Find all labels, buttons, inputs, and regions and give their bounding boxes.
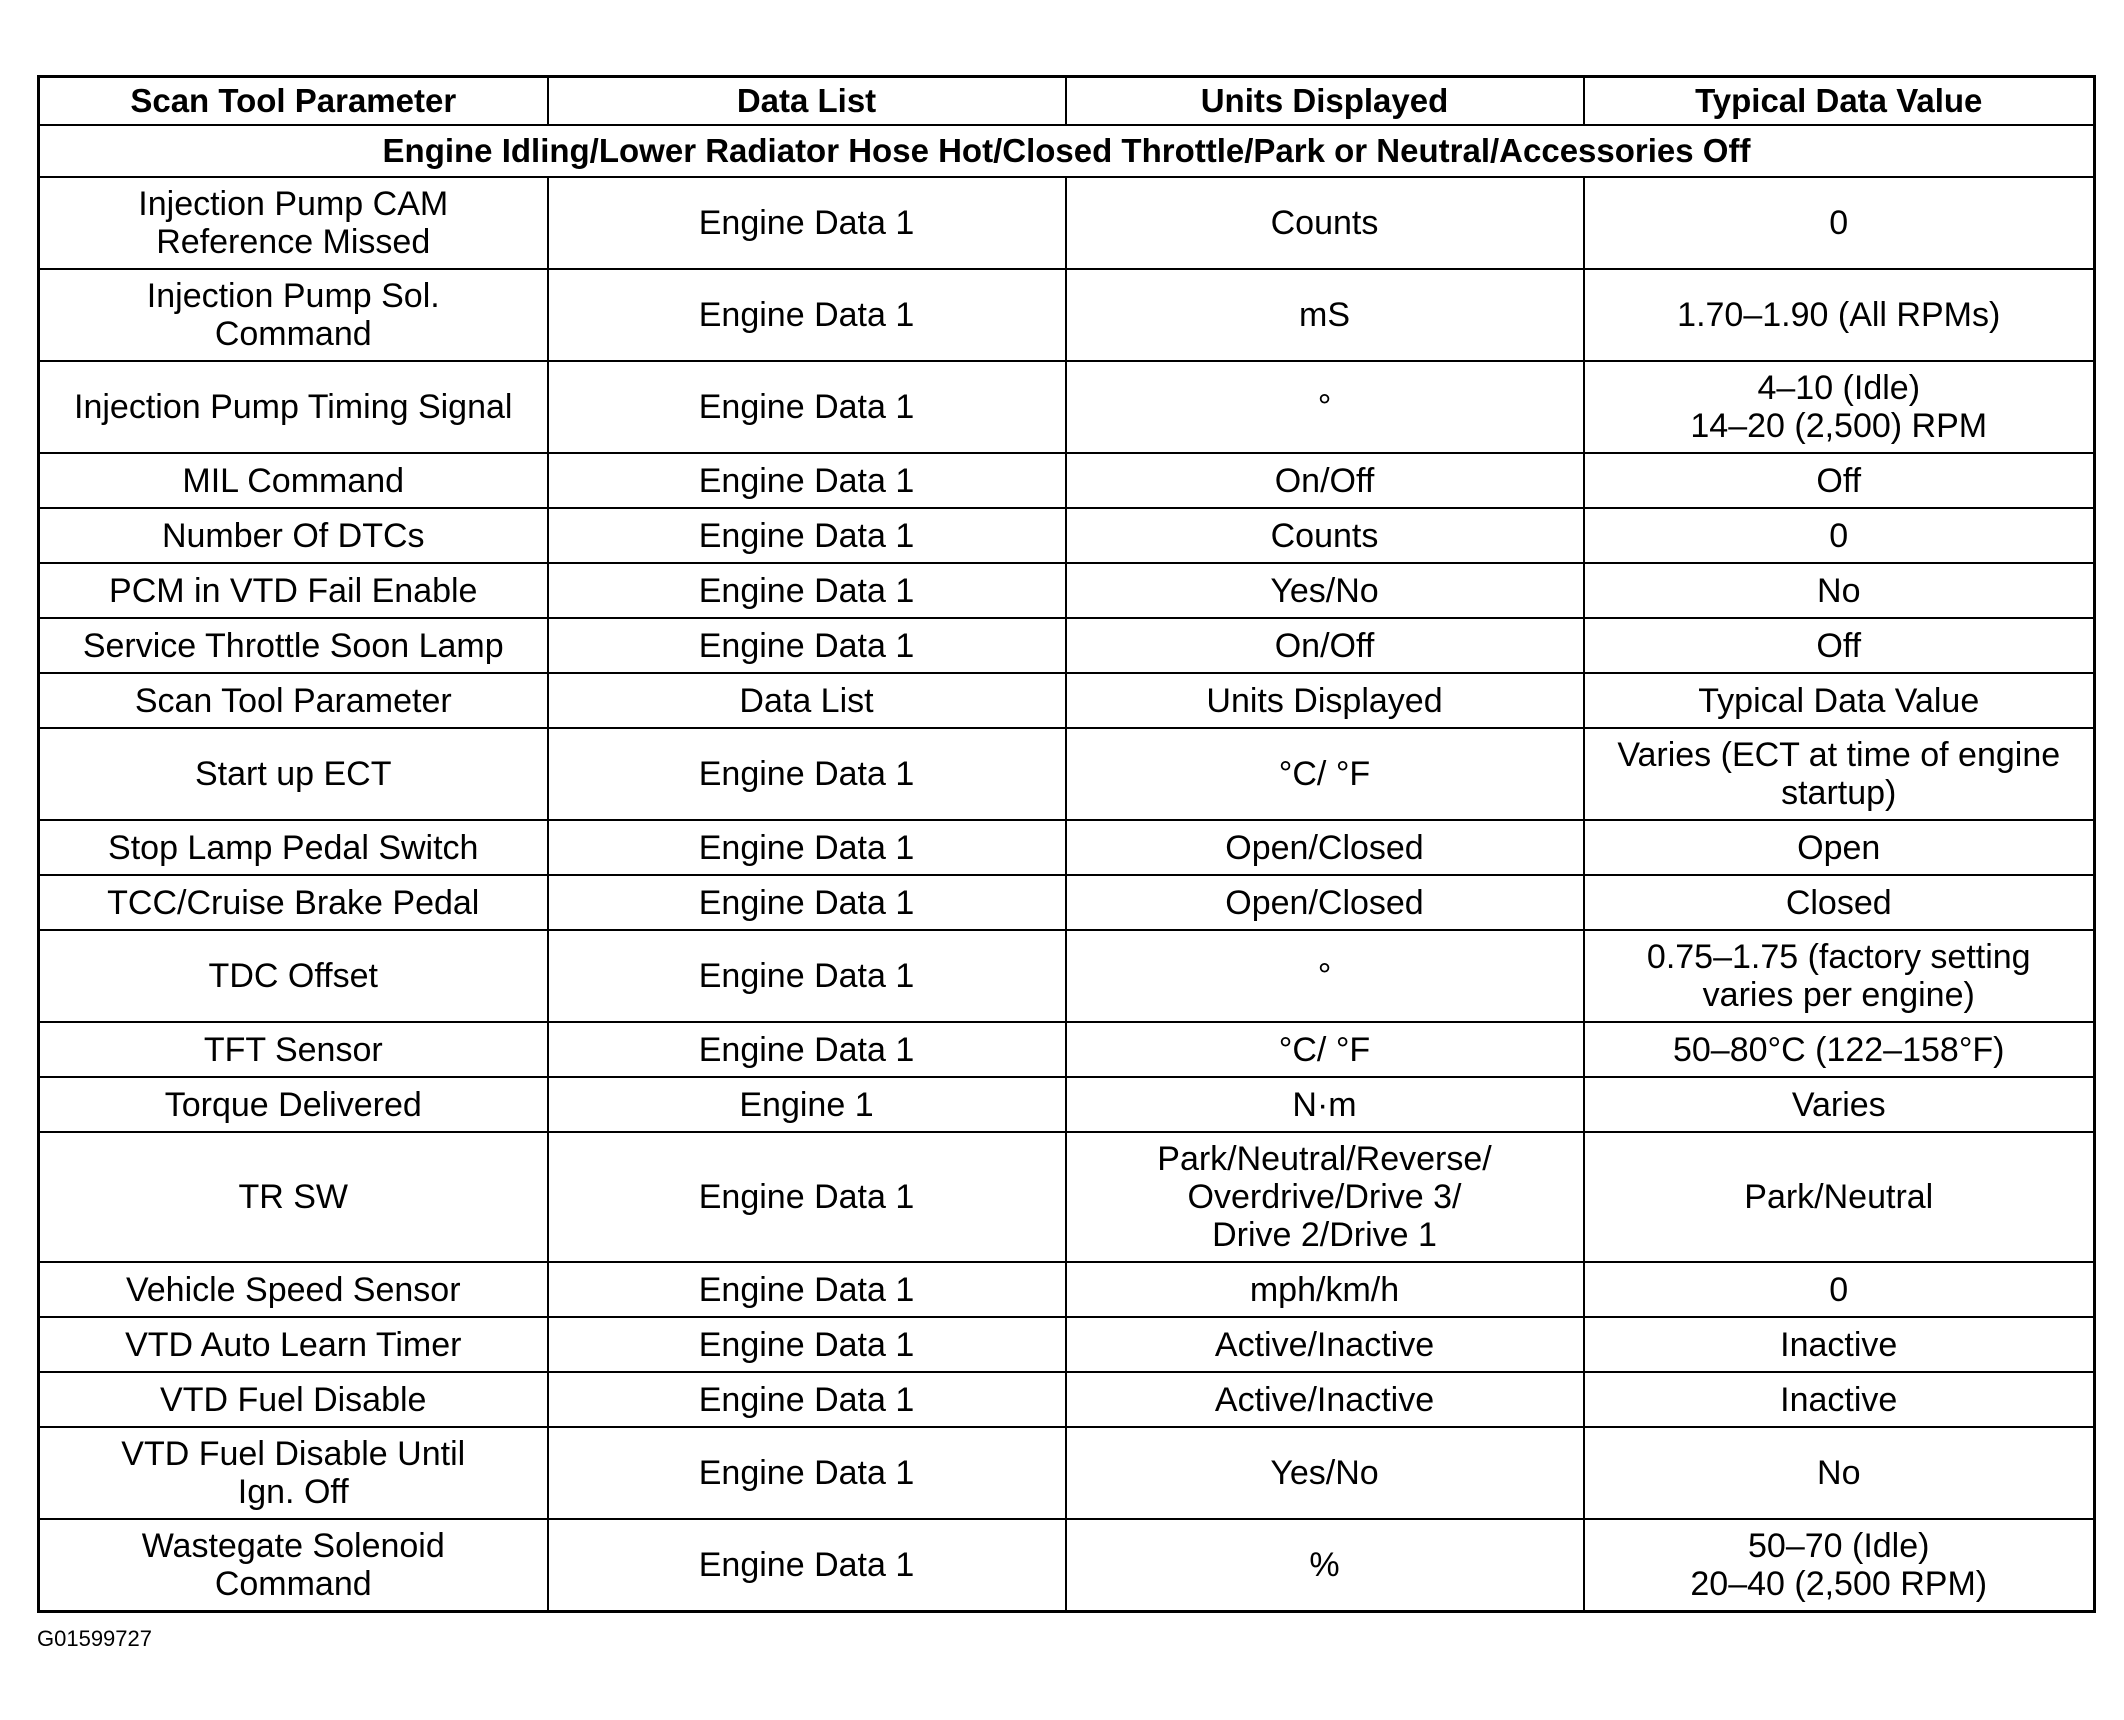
cell-data-list: [548, 269, 1066, 361]
cell-units-text: Park/Neutral/Reverse/ Overdrive/Drive 3/ Drive 2/Drive 1: [1157, 1140, 1492, 1254]
cell-units: [1066, 563, 1584, 618]
cell-units-text: Counts: [1270, 516, 1379, 555]
cell-typical-value-text: 0.75–1.75 (factory setting varies per engine): [1646, 938, 2031, 1014]
table-row: [39, 820, 2095, 875]
cell-parameter: [39, 1022, 548, 1077]
cell-data-list: [548, 508, 1066, 563]
cell-parameter: [39, 728, 548, 820]
scan-data-table-wrapper: [37, 75, 2093, 1613]
cell-parameter: [39, 508, 548, 563]
table-row: [39, 1427, 2095, 1519]
cell-units-text: N·m: [1292, 1085, 1357, 1124]
cell-typical-value: [1584, 1372, 2095, 1427]
cell-data-list-text: Engine Data 1: [698, 957, 915, 995]
cell-parameter-text: TCC/Cruise Brake Pedal: [107, 883, 480, 922]
cell-units: [1066, 1077, 1584, 1132]
cell-parameter-text: Number Of DTCs: [161, 516, 425, 555]
cell-parameter: [39, 1077, 548, 1132]
cell-typical-value: [1584, 563, 2095, 618]
cell-parameter-text: Start up ECT: [194, 755, 392, 793]
cell-typical-value-text: 0: [1829, 204, 1849, 242]
cell-typical-value: [1584, 1077, 2095, 1132]
cell-typical-value-text: Varies (ECT at time of engine startup): [1617, 736, 2061, 812]
cell-data-list-text: Engine Data 1: [698, 388, 915, 426]
cell-data-list: [548, 930, 1066, 1022]
cell-data-list: [548, 728, 1066, 820]
cell-typical-value-text: No: [1817, 1454, 1861, 1492]
cell-typical-value-text: Varies: [1791, 1085, 1886, 1124]
cell-typical-value-text: Off: [1816, 461, 1862, 500]
cell-typical-value-text: 50–70 (Idle) 20–40 (2,500 RPM): [1690, 1527, 1988, 1603]
cell-units: [1066, 618, 1584, 673]
table-body: [39, 125, 2095, 1612]
figure-id: G01599727: [37, 1626, 152, 1651]
cell-units: [1066, 361, 1584, 453]
table-header-row: [39, 77, 2095, 126]
cell-parameter-text: VTD Fuel Disable Until Ign. Off: [121, 1435, 466, 1511]
cell-data-list-text: Engine Data 1: [698, 828, 915, 867]
cell-typical-value: [1584, 269, 2095, 361]
header-scan-tool-parameter: Scan Tool Parameter: [39, 77, 548, 126]
cell-typical-value: [1584, 177, 2095, 269]
cell-data-list-text: Engine Data 1: [698, 1546, 915, 1584]
cell-typical-value-text: 0: [1829, 1270, 1849, 1309]
cell-data-list: [548, 1262, 1066, 1317]
cell-data-list: [548, 1519, 1066, 1612]
cell-typical-value-text: 1.70–1.90 (All RPMs): [1677, 296, 2001, 334]
table-row: [39, 875, 2095, 930]
cell-data-list: [548, 673, 1066, 728]
cell-parameter: [39, 563, 548, 618]
cell-data-list-text: Engine 1: [739, 1085, 874, 1124]
table-row: [39, 177, 2095, 269]
cell-units-text: %: [1309, 1546, 1340, 1584]
cell-typical-value: [1584, 361, 2095, 453]
cell-units-text: Counts: [1270, 204, 1379, 242]
cell-parameter: [39, 930, 548, 1022]
cell-typical-value: [1584, 1262, 2095, 1317]
cell-units-text: Open/Closed: [1225, 883, 1424, 922]
cell-typical-value: [1584, 1519, 2095, 1612]
table-row: [39, 269, 2095, 361]
cell-typical-value: [1584, 453, 2095, 508]
scan-data-table: [37, 75, 2096, 1613]
cell-parameter: [39, 1427, 548, 1519]
cell-parameter: [39, 618, 548, 673]
cell-data-list-text: Engine Data 1: [698, 571, 915, 610]
cell-data-list: [548, 618, 1066, 673]
cell-parameter-text: Torque Delivered: [164, 1085, 422, 1124]
cell-parameter-text: VTD Auto Learn Timer: [125, 1325, 462, 1364]
cell-data-list-text: Data List: [739, 681, 874, 720]
cell-units: [1066, 930, 1584, 1022]
cell-parameter-text: Injection Pump Timing Signal: [74, 388, 513, 426]
cell-units: [1066, 1372, 1584, 1427]
cell-parameter-text: TFT Sensor: [203, 1030, 383, 1069]
header-units-displayed: Units Displayed: [1066, 77, 1584, 126]
cell-parameter-text: Vehicle Speed Sensor: [125, 1270, 461, 1309]
cell-typical-value: [1584, 1022, 2095, 1077]
cell-parameter-text: Injection Pump Sol. Command: [146, 277, 440, 353]
cell-typical-value: [1584, 930, 2095, 1022]
table-row: [39, 563, 2095, 618]
cell-units-text: On/Off: [1274, 461, 1375, 500]
cell-units: [1066, 1519, 1584, 1612]
cell-typical-value-text: Open: [1797, 828, 1881, 867]
cell-data-list-text: Engine Data 1: [698, 1030, 915, 1069]
cell-data-list: [548, 177, 1066, 269]
header-data-list: Data List: [548, 77, 1066, 126]
cell-data-list-text: Engine Data 1: [698, 461, 915, 500]
cell-units-text: mS: [1299, 296, 1350, 334]
cell-typical-value: [1584, 820, 2095, 875]
cell-data-list: [548, 875, 1066, 930]
cell-data-list: [548, 1077, 1066, 1132]
cell-parameter-text: Stop Lamp Pedal Switch: [108, 828, 479, 867]
table-row: [39, 1022, 2095, 1077]
cell-data-list-text: Engine Data 1: [698, 883, 915, 922]
table-row: [39, 1317, 2095, 1372]
cell-typical-value: [1584, 1317, 2095, 1372]
cell-typical-value-text: Off: [1816, 626, 1862, 665]
cell-parameter-text: Service Throttle Soon Lamp: [82, 626, 504, 665]
cell-data-list-text: Engine Data 1: [698, 1178, 915, 1216]
cell-parameter-text: MIL Command: [182, 461, 405, 500]
cell-data-list-text: Engine Data 1: [698, 516, 915, 555]
table-row: [39, 508, 2095, 563]
cell-data-list: [548, 361, 1066, 453]
cell-units: [1066, 1132, 1584, 1262]
cell-parameter-text: Scan Tool Parameter: [134, 681, 452, 720]
cell-typical-value-text: 0: [1829, 516, 1849, 555]
cell-typical-value-text: Typical Data Value: [1698, 681, 1980, 720]
cell-typical-value-text: 50–80°C (122–158°F): [1672, 1030, 2005, 1069]
cell-typical-value-text: Park/Neutral: [1744, 1178, 1934, 1216]
cell-units-text: Units Displayed: [1206, 681, 1443, 720]
cell-units: [1066, 820, 1584, 875]
cell-parameter: [39, 177, 548, 269]
repeat-header-row: [39, 673, 2095, 728]
cell-data-list: [548, 1427, 1066, 1519]
cell-units-text: °C/ °F: [1278, 1030, 1371, 1069]
cell-data-list: [548, 1132, 1066, 1262]
cell-data-list: [548, 453, 1066, 508]
table-row: [39, 453, 2095, 508]
cell-parameter: [39, 1132, 548, 1262]
cell-parameter-text: TR SW: [238, 1178, 349, 1216]
cell-units: [1066, 269, 1584, 361]
cell-parameter-text: PCM in VTD Fail Enable: [109, 571, 478, 610]
cell-typical-value: [1584, 875, 2095, 930]
header-typical-data-value: Typical Data Value: [1584, 77, 2095, 126]
cell-units-text: mph/km/h: [1249, 1270, 1400, 1309]
cell-typical-value: [1584, 618, 2095, 673]
cell-units: [1066, 508, 1584, 563]
cell-parameter: [39, 453, 548, 508]
cell-data-list-text: Engine Data 1: [698, 626, 915, 665]
cell-typical-value: [1584, 673, 2095, 728]
cell-data-list: [548, 820, 1066, 875]
cell-data-list-text: Engine Data 1: [698, 755, 915, 793]
cell-units: [1066, 177, 1584, 269]
cell-parameter-text: Injection Pump CAM Reference Missed: [138, 185, 449, 261]
cell-units: [1066, 1262, 1584, 1317]
cell-parameter: [39, 269, 548, 361]
table-row: [39, 1519, 2095, 1612]
cell-data-list: [548, 1372, 1066, 1427]
cell-typical-value: [1584, 1427, 2095, 1519]
cell-units: [1066, 728, 1584, 820]
cell-parameter-text: TDC Offset: [208, 957, 378, 995]
cell-units-text: °C/ °F: [1278, 755, 1371, 793]
table-row: [39, 1132, 2095, 1262]
cell-typical-value: [1584, 1132, 2095, 1262]
cell-typical-value-text: 4–10 (Idle) 14–20 (2,500) RPM: [1690, 369, 1988, 445]
table-row: [39, 1077, 2095, 1132]
cell-parameter: [39, 1262, 548, 1317]
cell-units: [1066, 875, 1584, 930]
cell-units-text: Active/Inactive: [1214, 1380, 1435, 1419]
cell-units-text: Open/Closed: [1225, 828, 1424, 867]
table-row: [39, 930, 2095, 1022]
cell-parameter: [39, 361, 548, 453]
cell-units: [1066, 1022, 1584, 1077]
cell-typical-value-text: No: [1817, 571, 1861, 610]
cell-units-text: °: [1317, 388, 1332, 426]
cell-parameter: [39, 1372, 548, 1427]
cell-units-text: °: [1317, 957, 1332, 995]
cell-data-list-text: Engine Data 1: [698, 1325, 915, 1364]
cell-units-text: Yes/No: [1270, 571, 1379, 610]
table-row: [39, 618, 2095, 673]
cell-units-text: Yes/No: [1270, 1454, 1379, 1492]
cell-units-text: Active/Inactive: [1214, 1325, 1435, 1364]
cell-typical-value-text: Inactive: [1780, 1325, 1898, 1364]
cell-parameter: [39, 1519, 548, 1612]
table-row: [39, 1262, 2095, 1317]
table-row: [39, 361, 2095, 453]
cell-parameter-text: VTD Fuel Disable: [160, 1380, 427, 1419]
cell-units: [1066, 673, 1584, 728]
cell-data-list-text: Engine Data 1: [698, 1270, 915, 1309]
cell-parameter: [39, 673, 548, 728]
cell-units-text: On/Off: [1274, 626, 1375, 665]
cell-typical-value-text: Inactive: [1780, 1380, 1898, 1419]
cell-data-list: [548, 563, 1066, 618]
cell-typical-value: [1584, 508, 2095, 563]
cell-units: [1066, 1427, 1584, 1519]
table-row: [39, 728, 2095, 820]
cell-data-list: [548, 1022, 1066, 1077]
cell-parameter-text: Wastegate Solenoid Command: [141, 1527, 445, 1603]
cell-parameter: [39, 875, 548, 930]
cell-typical-value-text: Closed: [1785, 883, 1892, 922]
table-row: [39, 1372, 2095, 1427]
cell-data-list: [548, 1317, 1066, 1372]
section-title: Engine Idling/Lower Radiator Hose Hot/Closed Throttle/Park or Neutral/Accessories Off: [39, 125, 2095, 177]
cell-data-list-text: Engine Data 1: [698, 1454, 915, 1492]
cell-parameter: [39, 820, 548, 875]
cell-data-list-text: Engine Data 1: [698, 1380, 915, 1419]
cell-parameter: [39, 1317, 548, 1372]
cell-data-list-text: Engine Data 1: [698, 204, 915, 242]
cell-data-list-text: Engine Data 1: [698, 296, 915, 334]
cell-units: [1066, 1317, 1584, 1372]
cell-units: [1066, 453, 1584, 508]
section-title-row: [39, 125, 2095, 177]
cell-typical-value: [1584, 728, 2095, 820]
